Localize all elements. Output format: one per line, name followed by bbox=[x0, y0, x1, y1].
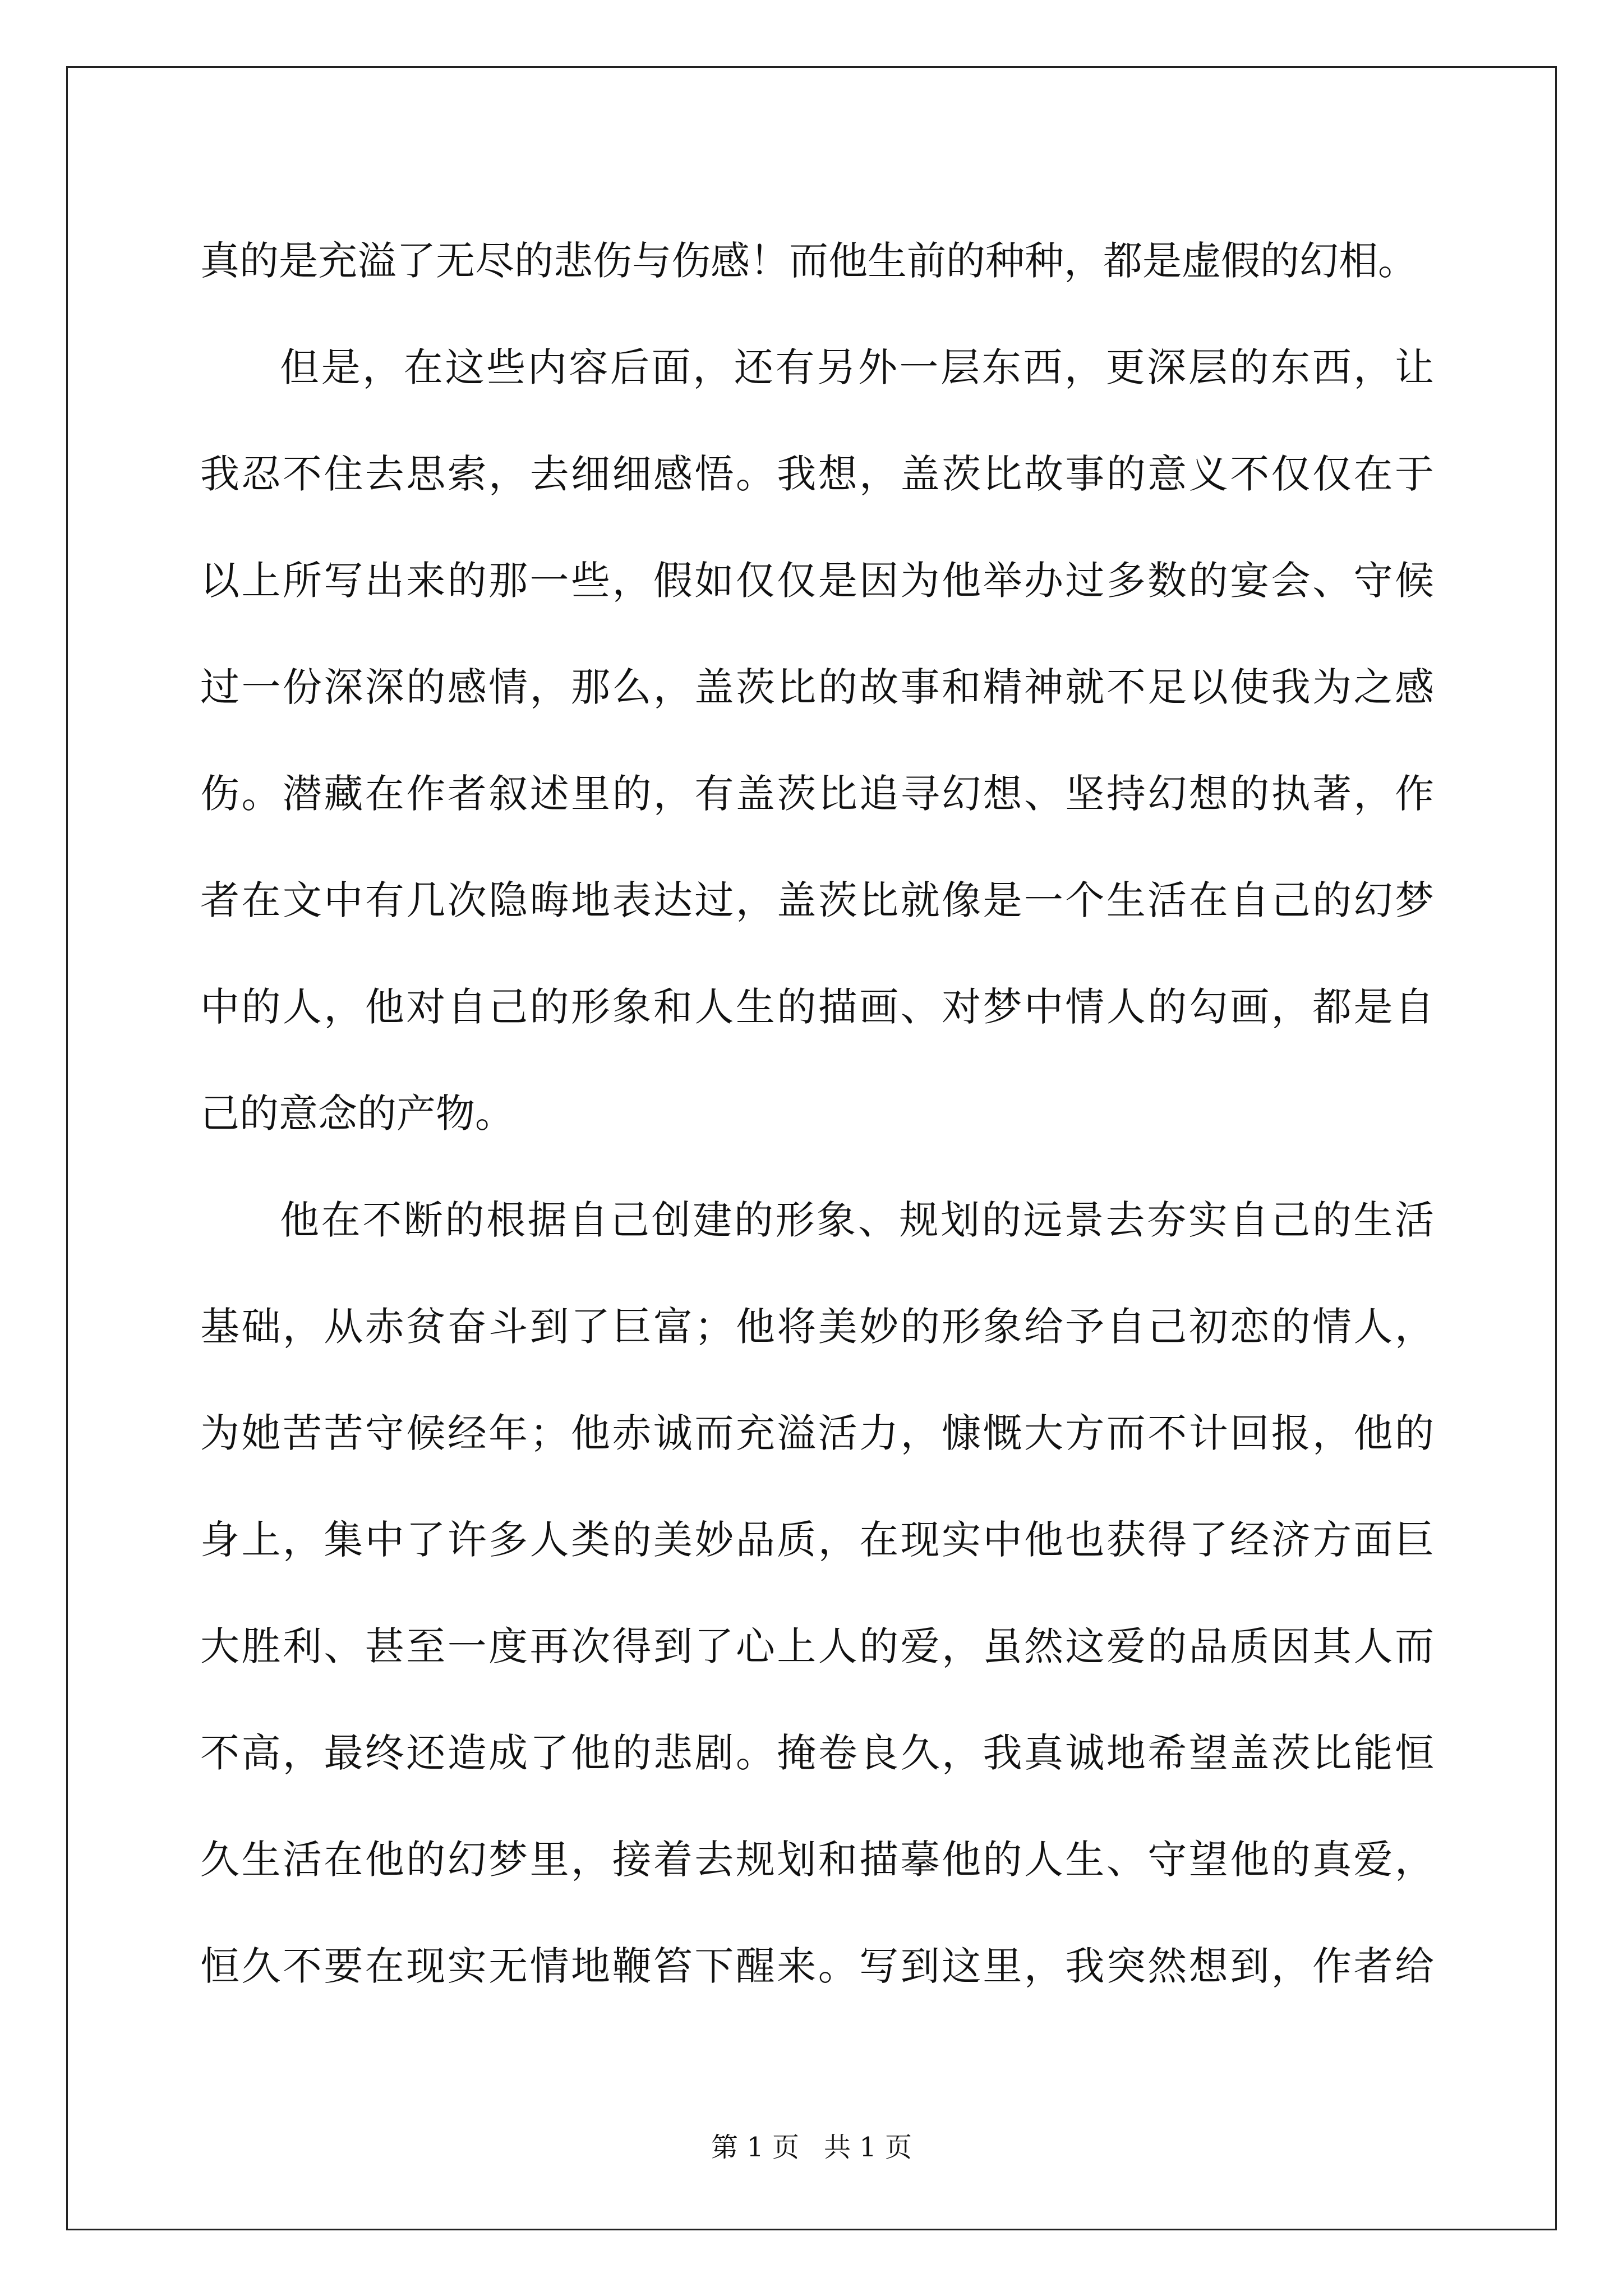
text-line: 不高，最终还造成了他的悲剧。掩卷良久，我真诚地希望盖茨比能恒 bbox=[200, 1730, 1434, 1776]
text-line: 我忍不住去思索，去细细感悟。我想，盖茨比故事的意义不仅仅在于 bbox=[200, 451, 1434, 497]
text-line: 真的是充溢了无尽的悲伤与伤感！而他生前的种种，都是虚假的幻相。 bbox=[200, 238, 1417, 284]
text-line: 为她苦苦守候经年；他赤诚而充溢活力，慷慨大方而不计回报，他的 bbox=[200, 1410, 1434, 1456]
text-line: 但是，在这些内容后面，还有另外一层东西，更深层的东西，让 bbox=[280, 344, 1434, 390]
page-number: 第 1 页 bbox=[711, 2132, 799, 2163]
text-line: 大胜利、甚至一度再次得到了心上人的爱，虽然这爱的品质因其人而 bbox=[200, 1623, 1434, 1669]
text-line: 己的意念的产物。 bbox=[200, 1091, 514, 1137]
page-total: 共 1 页 bbox=[824, 2132, 912, 2163]
document-body bbox=[200, 208, 1434, 2019]
text-line: 者在文中有几次隐晦地表达过，盖茨比就像是一个生活在自己的幻梦 bbox=[200, 877, 1434, 923]
text-line: 身上，集中了许多人类的美妙品质，在现实中他也获得了经济方面巨 bbox=[200, 1517, 1434, 1563]
text-line: 久生活在他的幻梦里，接着去规划和描摹他的人生、守望他的真爱， bbox=[200, 1837, 1434, 1883]
text-line: 以上所写出来的那一些，假如仅仅是因为他举办过多数的宴会、守候 bbox=[200, 558, 1434, 604]
page-footer bbox=[0, 2131, 1623, 2164]
text-line: 伤。潜藏在作者叙述里的，有盖茨比追寻幻想、坚持幻想的执著，作 bbox=[200, 771, 1434, 817]
text-line: 他在不断的根据自己创建的形象、规划的远景去夯实自己的生活 bbox=[280, 1197, 1434, 1243]
text-line: 中的人，他对自己的形象和人生的描画、对梦中情人的勾画，都是自 bbox=[200, 984, 1434, 1030]
text-line: 过一份深深的感情，那么，盖茨比的故事和精神就不足以使我为之感 bbox=[200, 664, 1434, 710]
text-line: 恒久不要在现实无情地鞭笞下醒来。写到这里，我突然想到，作者给 bbox=[200, 1943, 1434, 1989]
text-line: 基础，从赤贫奋斗到了巨富；他将美妙的形象给予自己初恋的情人， bbox=[200, 1304, 1434, 1350]
